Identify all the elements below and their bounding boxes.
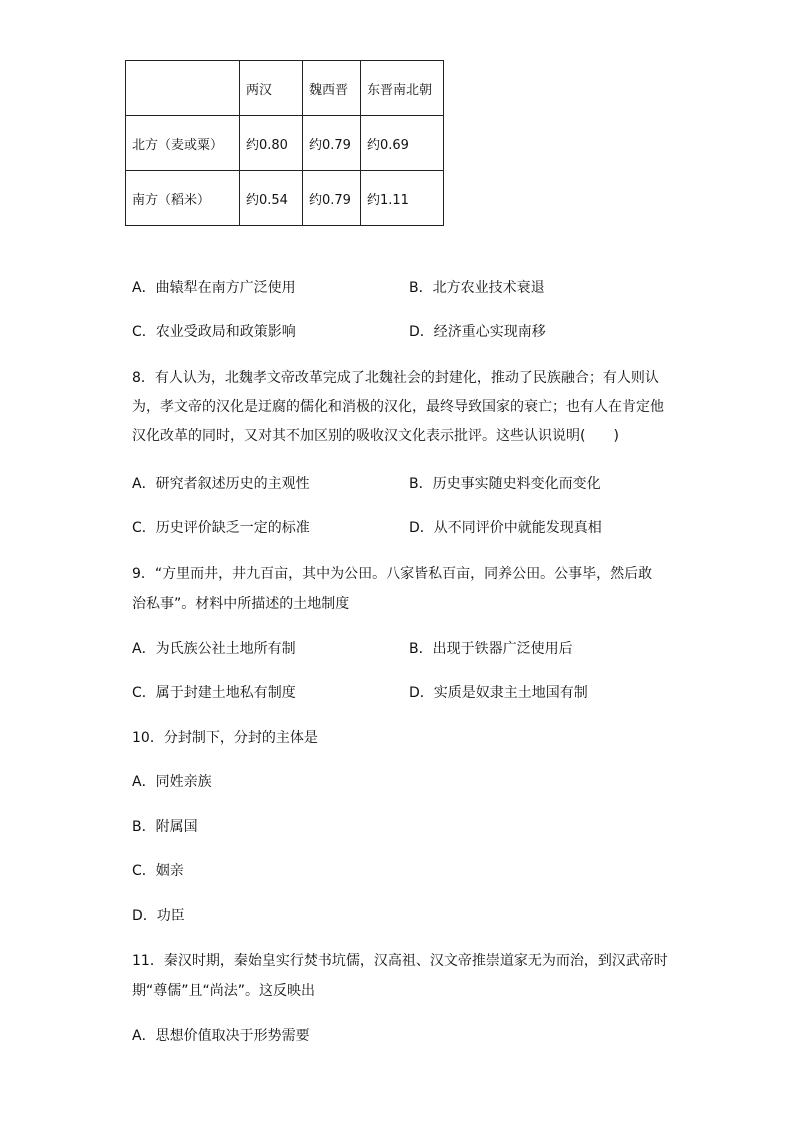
q9-stem-line2: 治私事”。材料中所描述的土地制度 [132,596,350,612]
q11-stem-line2: 期“尊儒”且“尚法”。这反映出 [132,983,316,999]
table-cell [126,61,240,116]
q8-stem-line1: 8．有人认为，北魏孝文帝改革完成了北魏社会的封建化，推动了民族融合；有人则认 [132,370,659,386]
grain-yield-table [125,60,444,226]
q8-stem-line2: 为，孝文帝的汉化是迂腐的儒化和消极的汉化，最终导致国家的衰亡；也有人在肯定他 [132,399,664,415]
q7-option-b[interactable]: B．北方农业技术衰退 [409,280,545,296]
table-cell: 东晋南北朝 [361,61,444,116]
q8-option-d[interactable]: D．从不同评价中就能发现真相 [409,520,602,536]
table-cell: 约0.80 [240,116,303,171]
table-header-row [126,61,444,116]
q10-option-a[interactable]: A．同姓亲族 [132,774,212,790]
q10-option-b[interactable]: B．附属国 [132,819,198,835]
q11-option-a[interactable]: A．思想价值取决于形势需要 [132,1028,310,1044]
q9-option-b[interactable]: B．出现于铁器广泛使用后 [409,641,573,657]
table-cell: 约1.11 [361,171,444,226]
table-cell: 约0.79 [303,116,361,171]
q7-option-c[interactable]: C．农业受政局和政策影响 [132,324,296,340]
q10-option-c[interactable]: C．姻亲 [132,863,184,879]
q9-stem-line1: 9．“方里而井，井九百亩，其中为公田。八家皆私百亩，同养公田。公事毕，然后敢 [132,566,653,582]
q7-option-a[interactable]: A．曲辕犁在南方广泛使用 [132,280,296,296]
q9-option-d[interactable]: D．实质是奴隶主土地国有制 [409,685,588,701]
q10-stem: 10．分封制下，分封的主体是 [132,730,318,746]
table-cell: 南方（稻米） [126,171,240,226]
q8-option-c[interactable]: C．历史评价缺乏一定的标准 [132,520,310,536]
table-cell: 约0.69 [361,116,444,171]
table-row [126,116,444,171]
q10-option-d[interactable]: D．功臣 [132,908,185,924]
table-cell: 魏西晋 [303,61,361,116]
q9-option-c[interactable]: C．属于封建土地私有制度 [132,685,296,701]
q8-stem-line3: 汉化改革的同时，又对其不加区别的吸收汉文化表示批评。这些认识说明( ) [132,428,619,444]
q8-option-a[interactable]: A．研究者叙述历史的主观性 [132,476,310,492]
table-cell: 北方（麦或粟） [126,116,240,171]
q7-option-d[interactable]: D．经济重心实现南移 [409,324,546,340]
q9-option-a[interactable]: A．为氏族公社土地所有制 [132,641,296,657]
table-cell: 约0.54 [240,171,303,226]
q8-option-b[interactable]: B．历史事实随史料变化而变化 [409,476,601,492]
table-cell: 两汉 [240,61,303,116]
q11-stem-line1: 11．秦汉时期，秦始皇实行焚书坑儒，汉高祖、汉文帝推崇道家无为而治，到汉武帝时 [132,953,668,969]
table-cell: 约0.79 [303,171,361,226]
table-row [126,171,444,226]
